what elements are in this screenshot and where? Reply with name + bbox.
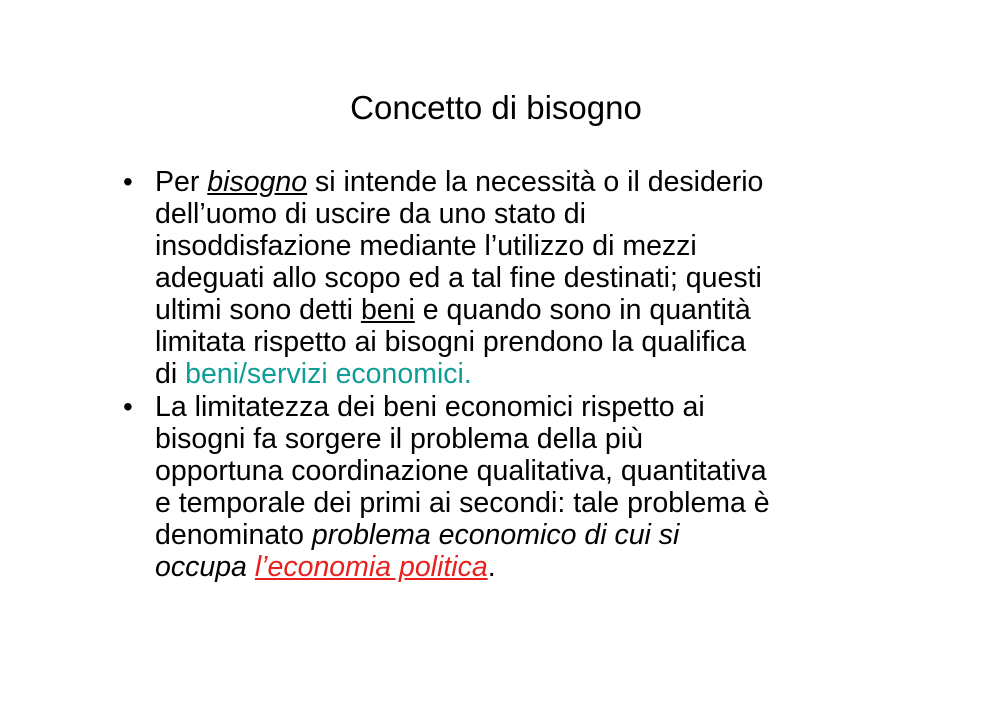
text-line: limitata rispetto ai bisogni prendono la qualifica (155, 326, 746, 358)
text-run: e quando sono in quantità (414, 294, 751, 326)
term-economia-politica: l’economia politica (254, 551, 488, 583)
text-line: insoddisfazione mediante l’utilizzo di mezzi (155, 230, 697, 262)
text-line (155, 294, 896, 326)
term-bisogno: bisogno (207, 166, 308, 198)
text-line: adeguati allo scopo ed a tal fine destinati; questi (155, 262, 762, 294)
text-run: si intende la necessità o il desiderio (307, 166, 764, 198)
text-run: . (487, 551, 496, 583)
text-line (155, 551, 896, 583)
text-line: e temporale dei primi ai secondi: tale problema è (155, 487, 770, 519)
text-run: ultimi sono detti (155, 294, 361, 326)
text-run: Per (155, 166, 208, 198)
text-line (155, 166, 896, 198)
bullet-item-need-definition (116, 166, 896, 390)
bullet-dot-icon: • (123, 391, 133, 422)
text-line (155, 358, 896, 390)
text-run: denominato (155, 519, 312, 551)
text-line (155, 519, 896, 551)
bullet-dot-icon: • (123, 166, 133, 197)
text-line: opportuna coordinazione qualitativa, quantitativa (155, 455, 767, 487)
term-beni: beni (360, 294, 415, 326)
text-line: bisogni fa sorgere il problema della più (155, 423, 643, 455)
text-line: dell’uomo di uscire da uno stato di (155, 198, 586, 230)
term-problema-economico: problema economico di cui si (311, 519, 680, 551)
text-run: di (155, 358, 186, 390)
term-beni-servizi-economici: beni/servizi economici. (185, 358, 472, 390)
bullet-list (116, 166, 896, 584)
text-line: La limitatezza dei beni economici rispetto ai (155, 391, 705, 423)
slide-title: Concetto di bisogno (350, 89, 642, 126)
text-run: occupa (155, 551, 247, 583)
text-run (247, 551, 255, 583)
bullet-item-economic-problem (116, 391, 896, 583)
